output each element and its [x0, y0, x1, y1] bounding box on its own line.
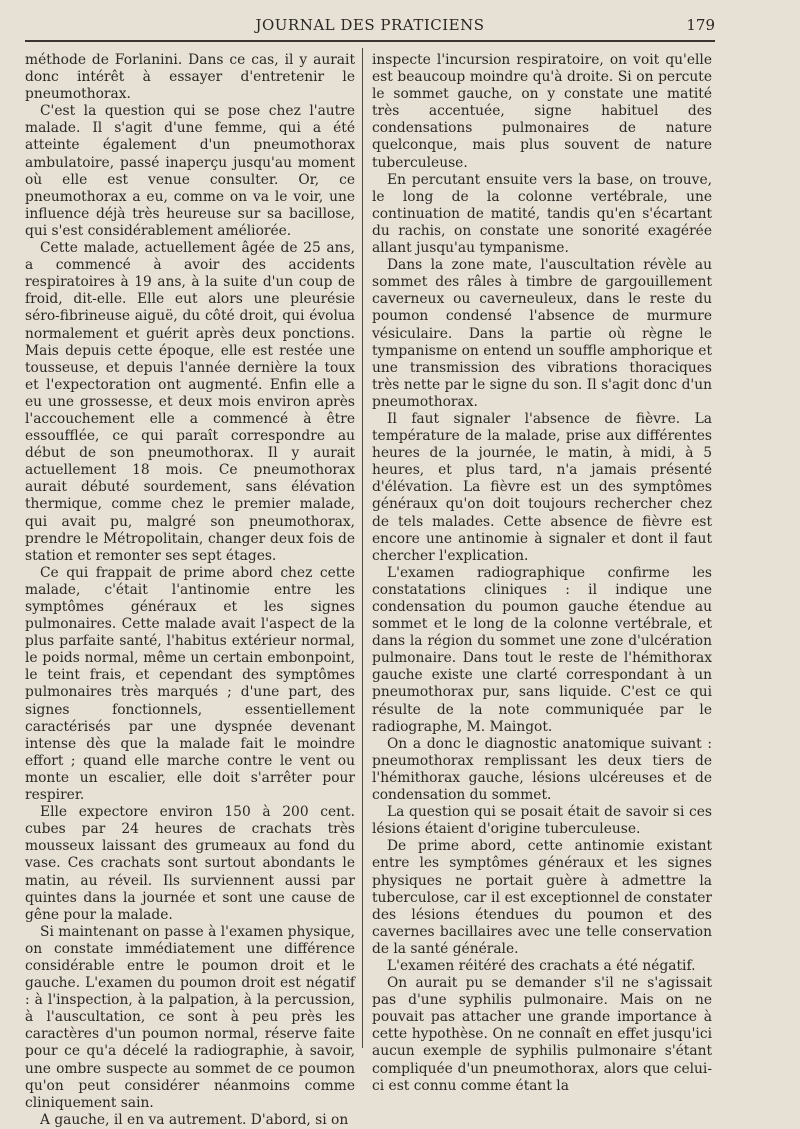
paragraph: Elle expectore environ 150 à 200 cent. cubes par 24 heures de crachats très mousseux laissant des grumeaux au fond du vase. Ces crachats sont surtout abondants le matin, au réveil. Ils surviennent aussi par quintes dans la journée et sont une cause de gêne pour la malade.	[25, 804, 355, 923]
paragraph: En percutant ensuite vers la base, on trouve, le long de la colonne vertébrale, une continuation de matité, tandis qu'en s'écartant du rachis, on constate une sonorité exagérée allant jusqu'au tympanisme.	[372, 171, 712, 257]
paragraph: On aurait pu se demander s'il ne s'agissait pas d'une syphilis pulmonaire. Mais on ne pouvait pas attacher une grande importance à cette hypothèse. On ne connaît en effet jusqu'ici aucun exemple de syphilis pulmonaire s'étant compliquée d'un pneumothorax, alors que celui-ci est connu comme étant la	[372, 975, 712, 1094]
paragraph: méthode de Forlanini. Dans ce cas, il y aurait donc intérêt à essayer d'entretenir le pneumothorax.	[25, 52, 355, 103]
paragraph: Ce qui frappait de prime abord chez cette malade, c'était l'antinomie entre les symptômes généraux et les signes pulmonaires. Cette malade avait l'aspect de la plus parfaite santé, l'habitus extérieur normal, le poids normal, même un certain embonpoint, le teint frais, et cependant des symptômes pulmonaires très marqués ; d'une part, des signes fonctionnels, essentiellement caractérisés par une dyspnée devenant intense dès que la malade fait le moindre effort ; quand elle marche contre le vent ou monte un escalier, elle doit s'arrêter pour respirer.	[25, 564, 355, 804]
page-number: 179	[686, 16, 715, 34]
paragraph: De prime abord, cette antinomie existant entre les symptômes généraux et les signes physiques ne portait guère à admettre la tuberculose, car il est exceptionnel de constater des lésions étendues du poumon et des cavernes bacillaires avec une telle conservation de la santé générale.	[372, 838, 712, 957]
column-divider	[362, 48, 363, 1048]
paragraph: Si maintenant on passe à l'examen physique, on constate immédiatement une différence considérable entre le poumon droit et le gauche. L'examen du poumon droit est négatif : à l'inspection, à la palpation, à la percussion, à l'auscultation, ce sont à peu près les caractères d'un poumon normal, réserve faite pour ce qu'a décelé la radiographie, à savoir, une ombre suspecte au sommet de ce poumon qu'on peut considérer néanmoins comme cliniquement sain.	[25, 923, 355, 1111]
paragraph: Cette malade, actuellement âgée de 25 ans, a commencé à avoir des accidents respiratoires à 19 ans, à la suite d'un coup de froid, dit-elle. Elle eut alors une pleurésie séro-fibrineuse aiguë, du côté droit, qui évolua normalement et guérit après deux ponctions. Mais depuis cette époque, elle est restée une tousseuse, et depuis l'année dernière la toux et l'expectoration ont augmenté. Enfin elle a eu une grossesse, et deux mois environ après l'accouchement elle a commencé à être essoufflée, ce qui paraît correspondre au début de son pneumothorax. Il y aurait actuellement 18 mois. Ce pneumothorax aurait débuté sourdement, sans élévation thermique, comme chez le premier malade, qui avait pu, malgré son pneumothorax, prendre le Métropolitain, changer deux fois de station et remonter ses sept étages.	[25, 240, 355, 564]
left-column	[25, 52, 355, 1128]
paragraph: On a donc le diagnostic anatomique suivant : pneumothorax remplissant les deux tiers de l'hémithorax gauche, lésions ulcéreuses et de condensation du sommet.	[372, 735, 712, 804]
page-header	[25, 16, 715, 36]
header-rule	[25, 40, 715, 42]
paragraph: C'est la question qui se pose chez l'autre malade. Il s'agit d'une femme, qui a été atteinte également d'un pneumothorax ambulatoire, passé inaperçu jusqu'au moment où elle est venue consulter. Or, ce pneumothorax a eu, comme on va le voir, une influence déjà très heureuse sur sa bacillose, qui s'est considérablement améliorée.	[25, 103, 355, 239]
paragraph: La question qui se posait était de savoir si ces lésions étaient d'origine tuberculeuse.	[372, 804, 712, 838]
paragraph: L'examen réitéré des crachats a été négatif.	[387, 957, 696, 974]
paragraph: inspecte l'incursion respiratoire, on voit qu'elle est beaucoup moindre qu'à droite. Si on percute le sommet gauche, on y constate une matité très accentuée, signe habituel des condensations pulmonaires de nature quelconque, mais plus souvent de nature tuberculeuse.	[372, 52, 712, 171]
paragraph: L'examen radiographique confirme les constatations cliniques : il indique une condensation du poumon gauche étendue au sommet et le long de la colonne vertébrale, et dans la région du sommet une zone d'ulcération pulmonaire. Dans tout le reste de l'hémithorax gauche existe une clarté correspondant à un pneumothorax pur, sans liquide. C'est ce qui résulte de la note communiquée par le radiographe, M. Maingot.	[372, 564, 712, 735]
paragraph: A gauche, il en va autrement. D'abord, si on	[40, 1111, 349, 1128]
paragraph: Dans la zone mate, l'auscultation révèle au sommet des râles à timbre de gargouillement caverneux ou caverneuleux, dans le reste du poumon condensé l'absence de murmure vésiculaire. Dans la partie où règne le tympanisme on entend un souffle amphorique et une transmission des vibrations thoraciques très nette par le signe du son. Il s'agit donc d'un pneumothorax.	[372, 257, 712, 410]
right-column	[372, 52, 712, 1094]
paragraph: Il faut signaler l'absence de fièvre. La température de la malade, prise aux différentes heures de la journée, le matin, à midi, à 5 heures, et plus tard, n'a jamais présenté d'élévation. La fièvre est un des symptômes généraux qu'on doit toujours rechercher chez de tels malades. Cette absence de fièvre est encore une antinomie à signaler et dont il faut chercher l'explication.	[372, 410, 712, 564]
running-title: JOURNAL DES PRATICIENS	[255, 16, 485, 34]
